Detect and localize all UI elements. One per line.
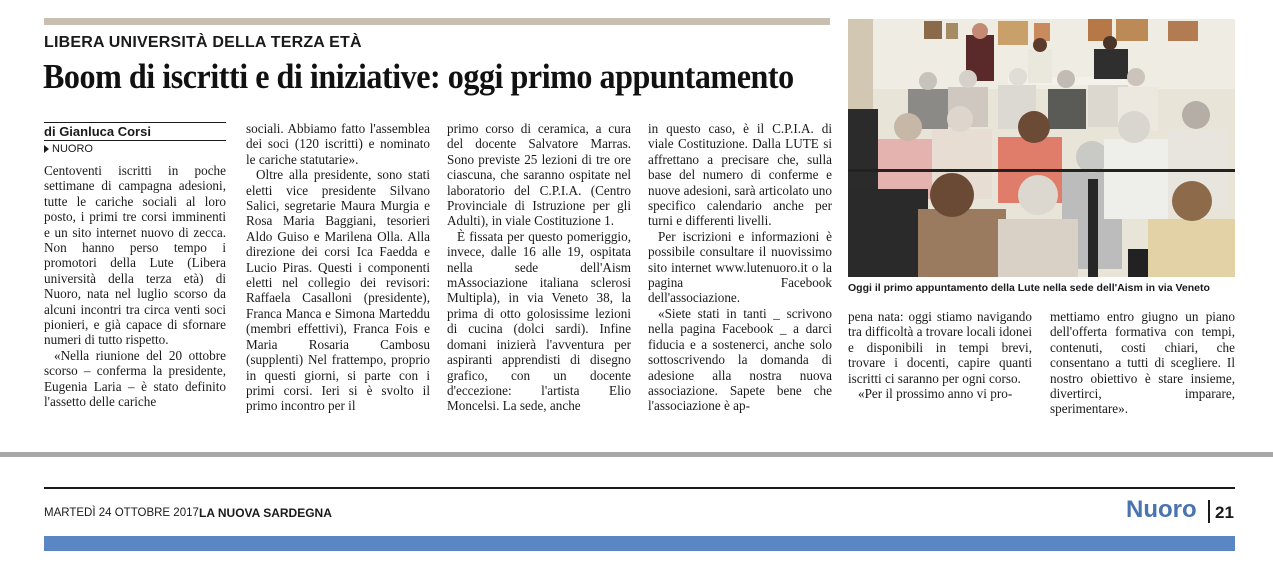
footer-divider	[1208, 500, 1210, 523]
author-name: Gianluca Corsi	[59, 124, 151, 139]
article-photo	[848, 19, 1235, 277]
article-column-1	[44, 163, 226, 410]
article-column-2	[246, 121, 430, 414]
byline-rule	[44, 122, 226, 123]
byline	[44, 124, 226, 139]
footer-blue-bar	[44, 536, 1235, 551]
page-separator-bar	[0, 452, 1273, 457]
article-paragraph: Per iscrizioni e informazioni è possibile consultare il nuovissimo sito internet www.lutenuoro.it o la pagina Facebook dell'associazione.	[648, 228, 832, 306]
byline-prefix: di	[44, 124, 56, 139]
article-paragraph: «Nella riunione del 20 ottobre scorso – conferma la presidente, Eugenia Laria – è stato definito l'assetto delle cariche	[44, 347, 226, 410]
article-column-4	[648, 121, 832, 414]
article-paragraph: primo corso di ceramica, a cura del docente Salvatore Marras. Sono previste 25 lezioni di tre ore ciascuna, che saranno ospitate nel laboratorio del C.P.I.A. (Centro Provinciale di Istruzione per gli Adulti), in viale Costituzione 1.	[447, 121, 631, 229]
article-paragraph: in questo caso, è il C.P.I.A. di viale Costituzione. Dalla LUTE si affrettano a precisare che, sulla base del numero di conferme e nuove adesioni, sarà articolato uno specifico calendario anche per turni e differenti livelli.	[648, 121, 832, 229]
article-paragraph: È fissata per questo pomeriggio, invece, dalle 16 alle 19, ospitata nella sede dell'Aism mAssociazione italiana sclerosi Multipla), in via Veneto 38, la prima di otto golosissime lezioni di cucina (dolci sardi). Infine domani inizierà l'avventura per aspiranti apprendisti di disegno grafico, con un docente d'eccezione: l'artista Elio Moncelsi. La sede, anche	[447, 228, 631, 414]
section-name: Nuoro	[1126, 496, 1197, 523]
triangle-bullet-icon	[44, 145, 49, 153]
article-headline: Boom di iscritti e di iniziative: oggi primo appuntamento	[43, 58, 794, 96]
top-decorative-rule	[44, 18, 830, 25]
article-column-3	[447, 121, 631, 414]
article-paragraph: mettiamo entro giugno un piano dell'offerta formativa con tempi, contenuti, costi chiari, che consentano a tutti di scegliere. Il nostro obiettivo è stare insieme, divertirci, imparare, sperimentare».	[1050, 309, 1235, 417]
footer-date: MARTEDÌ 24 OTTOBRE 2017	[44, 507, 199, 519]
article-column-5	[848, 309, 1032, 401]
article-paragraph: «Per il prossimo anno vi pro-	[858, 386, 1013, 402]
article-kicker: LIBERA UNIVERSITÀ DELLA TERZA ETÀ	[44, 34, 362, 51]
article-paragraph: pena nata: oggi stiamo navigando tra difficoltà a trovare locali idonei e disponibili in tempi brevi, trovare i docenti, capire quanti iscritti ci saranno per ogni corso.	[848, 309, 1032, 386]
article-column-6	[1050, 309, 1235, 417]
dateline-city: NUORO	[52, 143, 93, 155]
newspaper-name: LA NUOVA SARDEGNA	[199, 506, 332, 520]
page-number: 21	[1215, 503, 1234, 522]
footer-rule	[44, 487, 1235, 489]
article-paragraph: «Siete stati in tanti _ scrivono nella pagina Facebook _ a darci fiducia e a sostenerci, anche solo sottoscrivendo la domanda di adesione alla nostra nuova associazione. Sapete bene che l'associazione è ap-	[648, 305, 832, 414]
photo-caption: Oggi il primo appuntamento della Lute nella sede dell'Aism in via Veneto	[848, 282, 1210, 294]
byline-block	[44, 122, 226, 155]
article-paragraph: Oltre alla presidente, sono stati eletti vice presidente Silvano Salici, segretarie Maura Murgia e Rosa Maria Baggiani, tesorieri Aldo Guiso e Marilena Olla. Alla direzione dei corsi Ica Faedda e Lucio Piras. Questi i componenti eletti nel collegio dei revisori: Raffaela Casalloni (presidente), Franca Manca e Simona Marteddu (membri effettivi), Franca Fois e Maria Rosaria Cambosu (supplenti) Nel frattempo, proprio in questi giorni, si parte con i primi corsi. Ieri si è svolto il primo incontro per il	[246, 167, 430, 414]
dateline	[44, 140, 226, 155]
article-paragraph: sociali. Abbiamo fatto l'assemblea dei soci (120 iscritti) e nominato le cariche statutarie».	[246, 121, 430, 167]
article-paragraph: Centoventi iscritti in poche settimane di campagna adesioni, tutte le cariche sociali al loro posto, i primi tre corsi imminenti e un sito internet nuovo di zecca. Non hanno perso tempo i promotori della Lute (Libera università della terza età) di Nuoro, nata nel luglio scorso da alcuni incontri tra circa venti soci pionieri, e già capace di sfornare numeri di tutto rispetto.	[44, 163, 226, 348]
